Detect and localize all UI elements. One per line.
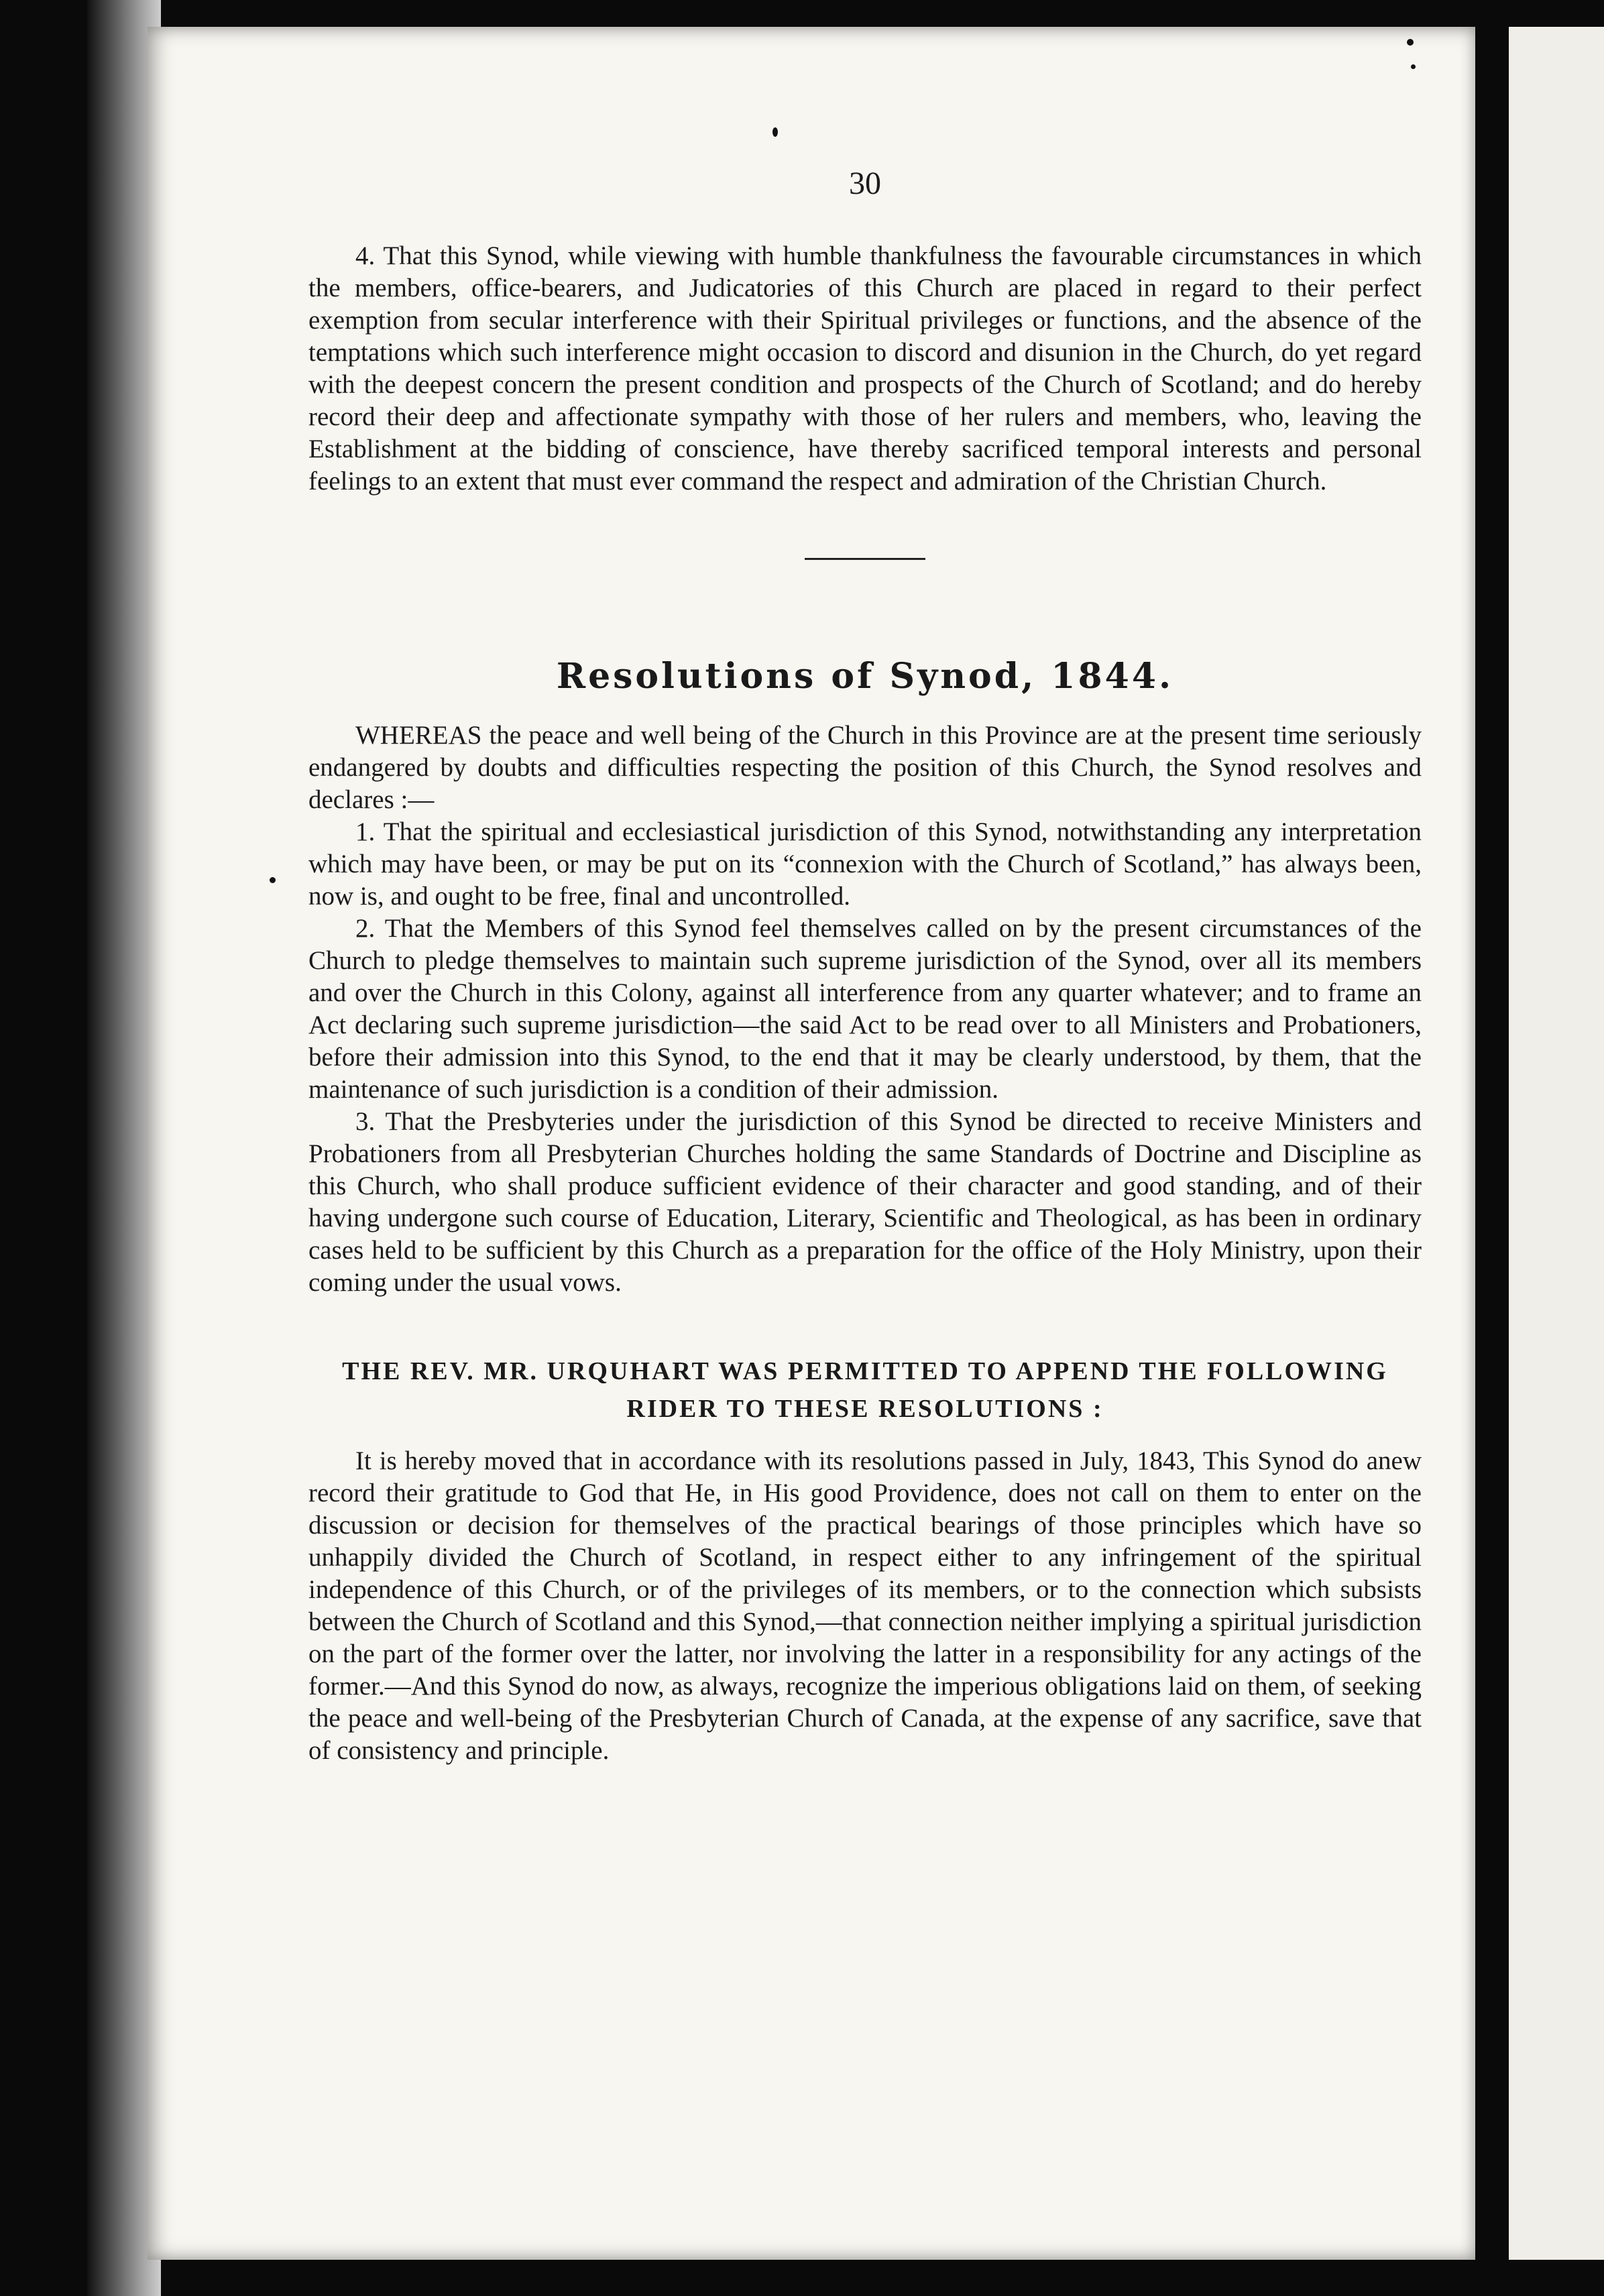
section-heading: Resolutions of Synod, 1844. (556, 656, 1174, 697)
whereas-paragraph: WHEREAS the peace and well being of the Church in this Province are at the present time seriously endangered by doubts and difficulties respecting the position of this Church, the Synod resolves and declares :— (308, 721, 1422, 814)
speck-mark (1411, 64, 1416, 69)
page-number: 30 (849, 166, 881, 201)
rider-heading: THE REV. MR. URQUHART WAS PERMITTED TO APPEND THE FOLLOWING RIDER TO THESE RESOLUTIONS : (342, 1357, 1388, 1423)
speck-mark (1407, 39, 1414, 46)
speck-mark (270, 877, 276, 883)
facing-page-edge (1509, 27, 1604, 2260)
rider-paragraph: It is hereby moved that in accordance with its resolutions passed in July, 1843, This Synod do anew record their gratitude to God that He, in His good Providence, does not call on them to enter on the discussion or decision for themselves of the practical bearings of those principles which have so unhappily divided the Church of Scotland, in respect either to any infringement of the spiritual independence of this Church, or of the privileges of its members, or to the connection which subsists between the Church of Scotland and this Synod,—that connection neither implying a spiritual jurisdiction on the part of the former over the latter, nor involving the latter in a responsibility for any actings of the former.—And this Synod do now, as always, recognize the imperious obligations laid on them, of seeking the peace and well-being of the Presbyterian Church of Canada, at the expense of any sacrifice, save that of consistency and principle. (308, 1446, 1422, 1765)
resolution-1: 1. That the spiritual and ecclesiastical jurisdiction of this Synod, notwithstanding any interpretation which may have been, or may be put on its “connexion with the Church of Scotland,” has always been, now is, and ought to be free, final and uncontrolled. (308, 817, 1422, 911)
speck-mark (772, 127, 778, 137)
paragraph-resolution-4: 4. That this Synod, while viewing with humble thankfulness the favourable circumstances in which the members, office-bearers, and Judicatories of this Church are placed in regard to their perfect exemption from secular interference with their Spiritual privileges or functions, and the absence of the temptations which such interference might occasion to discord and disunion in the Church, do yet regard with the deepest concern the present condition and prospects of the Church of Scotland; and do hereby record their deep and affectionate sympathy with those of her rulers and members, who, leaving the Establishment at the bidding of conscience, have thereby sacrificed temporal interests and personal feelings to an extent that must ever command the respect and admiration of the Christian Church. (308, 241, 1422, 496)
resolution-2: 2. That the Members of this Synod feel themselves called on by the present circumstances of the Church to pledge themselves to maintain such supreme jurisdiction of the Synod, over all its members and over the Church in this Colony, against all interference from any quarter whatever; and to frame an Act declaring such supreme jurisdiction—the said Act to be read over to all Ministers and Probationers, before their admission into this Synod, to the end that it may be clearly understood, by them, that the maintenance of such jurisdiction is a condition of their admission. (308, 914, 1422, 1104)
section-divider (805, 558, 925, 560)
resolution-3: 3. That the Presbyteries under the jurisdiction of this Synod be directed to receive Ministers and Probationers from all Presbyterian Churches holding the same Standards of Doctrine and Discipline as this Church, who shall produce sufficient evidence of their character and good standing, and of their having undergone such course of Education, Literary, Scientific and Theological, as has been in ordinary cases held to be sufficient by this Church as a preparation for the office of the Holy Ministry, upon their coming under the usual vows. (308, 1107, 1422, 1297)
page-content (308, 168, 1422, 1767)
